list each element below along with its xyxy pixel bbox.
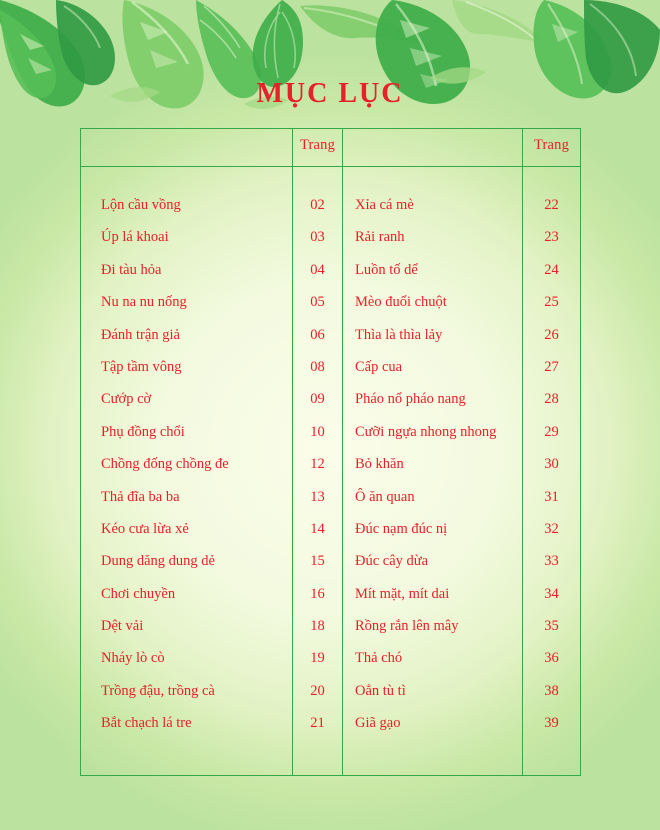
toc-entry-title[interactable]: Cấp cua — [355, 358, 403, 375]
toc-table — [80, 128, 581, 776]
toc-entry-page[interactable]: 39 — [544, 715, 559, 732]
toc-entry-page[interactable]: 19 — [310, 650, 325, 667]
toc-entry-page[interactable]: 09 — [310, 391, 325, 408]
toc-entry-page[interactable]: 05 — [310, 294, 325, 311]
toc-entry-page[interactable]: 08 — [310, 358, 325, 375]
left-page-list — [293, 167, 342, 740]
toc-entry-title[interactable]: Kéo cưa lừa xẻ — [101, 520, 189, 537]
toc-entry-page[interactable]: 22 — [544, 197, 559, 213]
toc-entry-title[interactable]: Rồng rắn lên mây — [355, 618, 459, 635]
toc-entry-page[interactable]: 10 — [310, 423, 325, 440]
toc-entry-title[interactable]: Lộn cầu vồng — [101, 197, 181, 213]
toc-entry-page[interactable]: 38 — [544, 682, 559, 699]
toc-entry-page[interactable]: 24 — [544, 261, 559, 278]
toc-entry-title[interactable]: Thìa là thìa lảy — [355, 326, 443, 343]
toc-entry-page[interactable]: 06 — [310, 326, 325, 343]
toc-entry-title[interactable]: Úp lá khoai — [101, 229, 169, 246]
toc-entry-title[interactable]: Bỏ khăn — [355, 456, 404, 473]
toc-entry-page[interactable]: 14 — [310, 520, 325, 537]
right-titles-cell — [343, 167, 523, 776]
left-pages-cell — [293, 167, 343, 776]
toc-entry-title[interactable]: Pháo nổ pháo nang — [355, 391, 466, 408]
toc-entry-title[interactable]: Đúc cây dừa — [355, 553, 429, 570]
toc-entry-page[interactable]: 13 — [310, 488, 325, 505]
table-of-contents — [80, 128, 580, 776]
toc-entry-title[interactable]: Thả chó — [355, 650, 403, 667]
toc-entry-page[interactable]: 27 — [544, 358, 559, 375]
toc-entry-title[interactable]: Cướp cờ — [101, 391, 152, 408]
toc-entry-page[interactable]: 04 — [310, 261, 325, 278]
toc-entry-page[interactable]: 21 — [310, 715, 325, 732]
toc-entry-title[interactable]: Đúc nạm đúc nị — [355, 520, 448, 537]
toc-entry-page[interactable]: 33 — [544, 553, 559, 570]
right-pages-cell — [523, 167, 581, 776]
toc-entry-page[interactable]: 03 — [310, 229, 325, 246]
header-page-right: Trang — [523, 129, 581, 167]
toc-entry-page[interactable]: 23 — [544, 229, 559, 246]
toc-entry-page[interactable]: 15 — [310, 553, 325, 570]
toc-entry-page[interactable]: 26 — [544, 326, 559, 343]
toc-header-row — [81, 129, 581, 167]
toc-entry-title[interactable]: Thả đĩa ba ba — [101, 488, 180, 505]
toc-entry-title[interactable]: Luồn tố dể — [355, 261, 418, 278]
toc-entry-title[interactable]: Cưỡi ngựa nhong nhong — [355, 423, 497, 440]
toc-entry-title[interactable]: Đi tàu hỏa — [101, 261, 162, 278]
toc-entry-title[interactable]: Mèo đuổi chuột — [355, 294, 447, 311]
right-title-list — [343, 167, 522, 740]
right-page-list — [523, 167, 580, 740]
page-title: MỤC LỤC — [256, 78, 404, 109]
left-title-list — [81, 167, 292, 740]
tropical-leaves-banner — [0, 0, 660, 135]
toc-entry-title[interactable]: Rải ranh — [355, 229, 405, 246]
toc-entry-page[interactable]: 34 — [544, 585, 559, 602]
toc-entry-title[interactable]: Xỉa cá mè — [355, 197, 414, 213]
toc-entry-title[interactable]: Dung dăng dung dẻ — [101, 553, 215, 570]
header-blank-left — [81, 129, 293, 167]
header-page-left: Trang — [293, 129, 343, 167]
toc-body-row — [81, 167, 581, 776]
left-titles-cell — [81, 167, 293, 776]
toc-entry-title[interactable]: Phụ đồng chổi — [101, 423, 185, 440]
toc-entry-page[interactable]: 12 — [310, 456, 325, 473]
toc-entry-title[interactable]: Chồng đống chồng đe — [101, 456, 229, 473]
toc-entry-title[interactable]: Oẳn tù tì — [355, 682, 406, 699]
toc-entry-title[interactable]: Bắt chạch lá tre — [101, 715, 192, 732]
toc-entry-page[interactable]: 36 — [544, 650, 559, 667]
toc-entry-page[interactable]: 31 — [544, 488, 559, 505]
toc-entry-title[interactable]: Tập tầm vông — [101, 358, 182, 375]
toc-entry-page[interactable]: 29 — [544, 423, 559, 440]
toc-entry-page[interactable]: 28 — [544, 391, 559, 408]
header-blank-right — [343, 129, 523, 167]
toc-entry-page[interactable]: 35 — [544, 618, 559, 635]
toc-entry-page[interactable]: 16 — [310, 585, 325, 602]
toc-entry-title[interactable]: Đánh trận giả — [101, 326, 180, 343]
toc-entry-page[interactable]: 18 — [310, 618, 325, 635]
toc-entry-title[interactable]: Dệt vải — [101, 618, 144, 635]
toc-entry-title[interactable]: Chơi chuyền — [101, 585, 176, 602]
toc-entry-page[interactable]: 30 — [544, 456, 559, 473]
toc-entry-page[interactable]: 25 — [544, 294, 559, 311]
toc-entry-page[interactable]: 32 — [544, 520, 559, 537]
toc-entry-title[interactable]: Giã gạo — [355, 715, 401, 732]
toc-entry-page[interactable]: 02 — [310, 197, 325, 213]
toc-entry-title[interactable]: Nu na nu nống — [101, 294, 187, 311]
toc-entry-title[interactable]: Ô ăn quan — [355, 488, 415, 505]
toc-entry-title[interactable]: Mít mặt, mít dai — [355, 585, 450, 602]
toc-entry-page[interactable]: 20 — [310, 682, 325, 699]
toc-entry-title[interactable]: Trồng đậu, trồng cà — [101, 682, 215, 699]
toc-entry-title[interactable]: Nháy lò cò — [101, 650, 165, 667]
